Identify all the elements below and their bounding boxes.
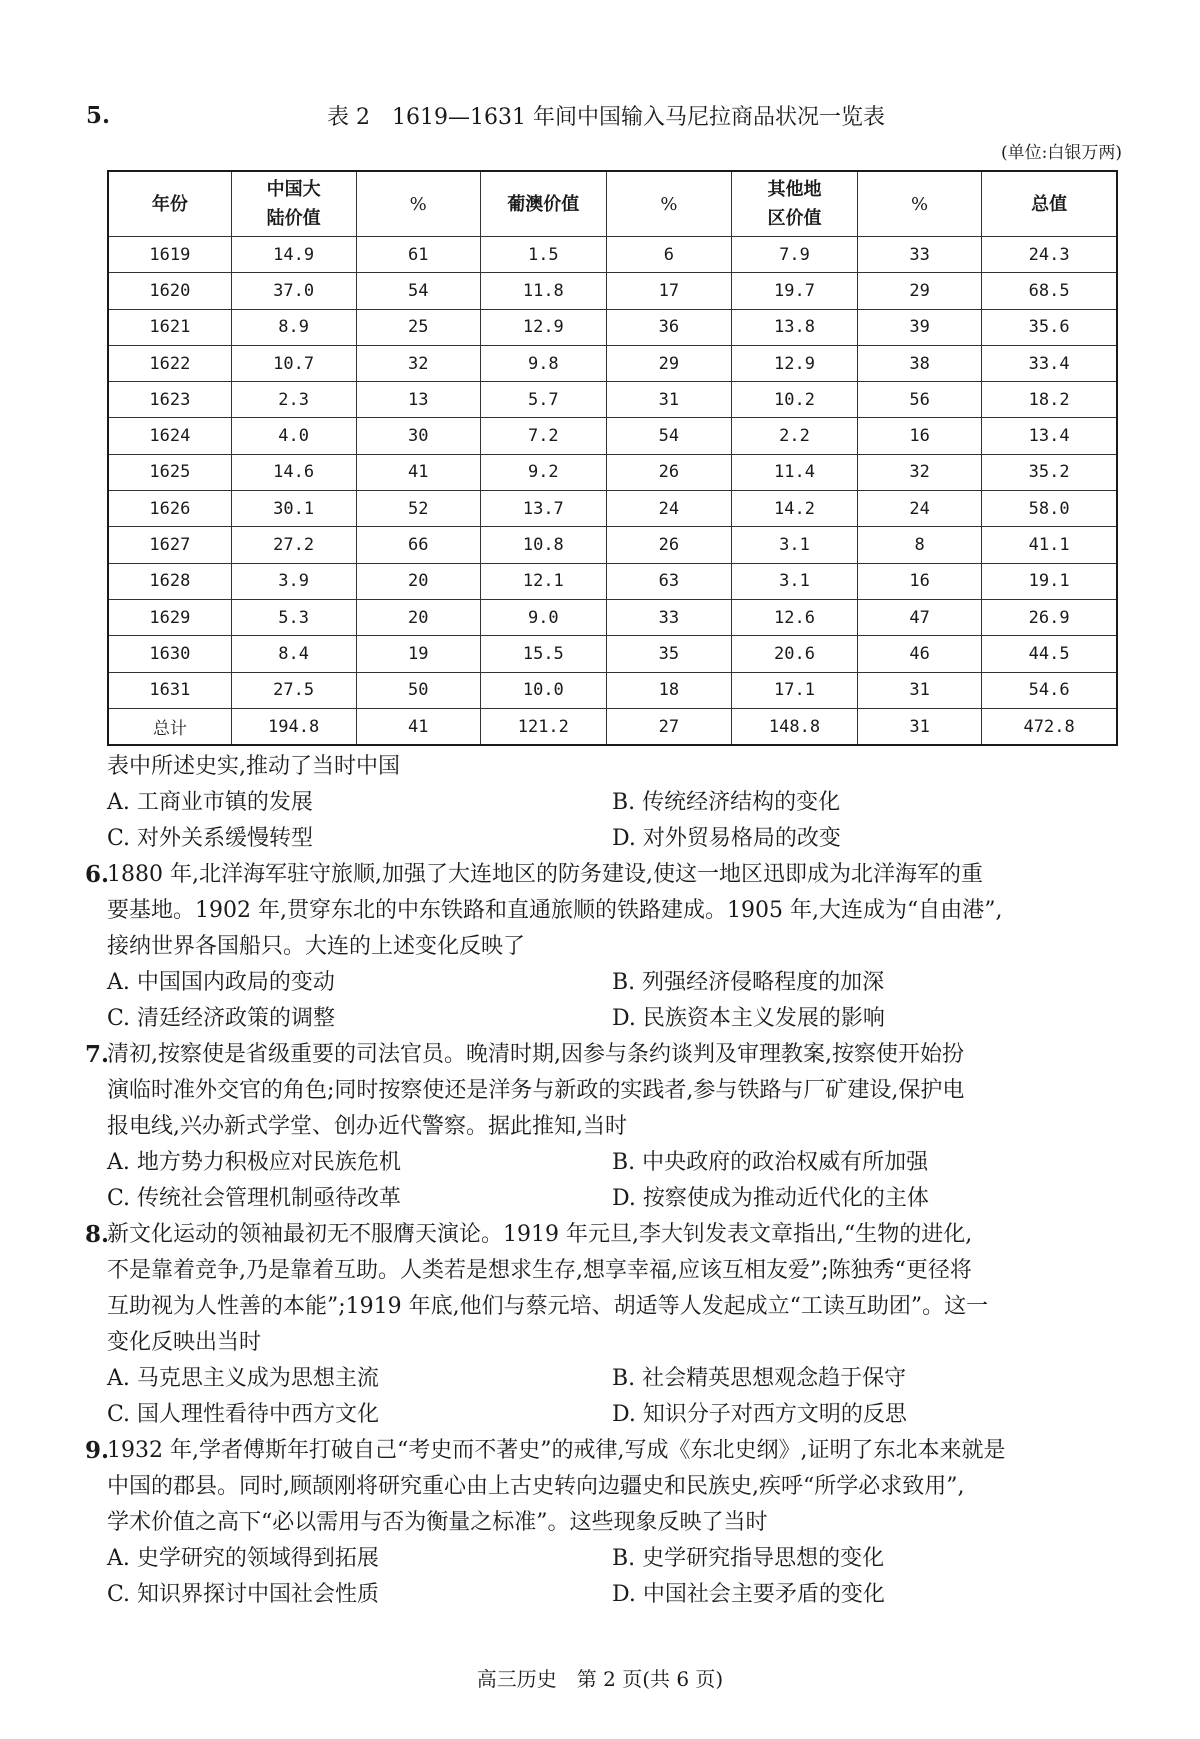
option-d[interactable]: D. 民族资本主义发展的影响 [612,1006,885,1031]
stem-line: 变化反映出当时 [107,1330,262,1355]
value-cell: 17.1 [732,672,858,708]
stem-line: 互助视为人性善的本能”;1919 年底,他们与蔡元培、胡适等人发起成立“工读互助团”。这一 [107,1294,989,1319]
value-cell: 13.7 [480,491,606,527]
stem-line: 清初,按察使是省级重要的司法官员。晚清时期,因参与条约谈判及审理教案,按察使开始扮 [107,1042,964,1067]
value-cell: 24 [857,491,981,527]
question-number: 6. [85,861,110,888]
value-cell: 3.1 [732,563,858,599]
value-cell: 10.8 [480,527,606,563]
value-cell: 41 [356,454,480,490]
value-cell: 63 [606,563,731,599]
value-cell: 13.8 [732,309,858,345]
table-row [108,237,1117,273]
table-total-row [108,708,1117,745]
value-cell: 61 [356,237,480,273]
value-cell: 33.4 [982,345,1117,381]
year-cell: 1623 [108,382,231,418]
table-row [108,599,1117,635]
value-cell: 2.2 [732,418,858,454]
value-cell: 8.9 [231,309,356,345]
value-cell: 24.3 [982,237,1117,273]
value-cell: 32 [857,454,981,490]
q9-stem [85,1433,1120,1541]
value-cell: 35.6 [982,309,1117,345]
header-other-value: 其他地 区价值 [732,171,858,237]
option-b[interactable]: B. 列强经济侵略程度的加深 [612,970,885,995]
stem-line: 学术价值之高下“必以需用与否为衡量之标准”。这些现象反映了当时 [107,1510,768,1535]
value-cell: 8 [857,527,981,563]
value-cell: 19.7 [732,273,858,309]
value-cell: 7.2 [480,418,606,454]
value-cell: 29 [606,345,731,381]
q8-stem [85,1217,1120,1361]
value-cell: 33 [606,599,731,635]
value-cell: 30 [356,418,480,454]
table-row [108,345,1117,381]
table-unit: (单位:白银万两) [1001,143,1122,163]
option-b[interactable]: B. 中央政府的政治权威有所加强 [612,1150,929,1175]
value-cell: 2.3 [231,382,356,418]
q6-stem [85,857,1120,965]
q5-header [86,100,1126,136]
header-pct-1: % [356,171,480,237]
value-cell: 11.4 [732,454,858,490]
value-cell: 17 [606,273,731,309]
value-cell: 52 [356,491,480,527]
value-cell: 10.7 [231,345,356,381]
value-cell: 26.9 [982,599,1117,635]
value-cell: 27.5 [231,672,356,708]
value-cell: 25 [356,309,480,345]
option-c[interactable]: C. 传统社会管理机制亟待改革 [107,1186,402,1211]
table-header-row [108,171,1117,237]
value-cell: 1.5 [480,237,606,273]
value-cell: 32 [356,345,480,381]
option-d[interactable]: D. 中国社会主要矛盾的变化 [612,1582,885,1607]
value-cell: 8.4 [231,636,356,672]
year-cell: 1622 [108,345,231,381]
value-cell: 29 [857,273,981,309]
year-cell: 1620 [108,273,231,309]
question-number: 8. [85,1221,110,1248]
trade-table [107,170,1118,746]
value-cell: 20.6 [732,636,858,672]
year-cell: 1625 [108,454,231,490]
q5-stem: 表中所述史实,推动了当时中国 [107,754,400,779]
value-cell: 14.6 [231,454,356,490]
value-cell: 4.0 [231,418,356,454]
table-row [108,382,1117,418]
header-pct-3: % [857,171,981,237]
year-cell: 总计 [108,708,231,745]
year-cell: 1629 [108,599,231,635]
value-cell: 19.1 [982,563,1117,599]
value-cell: 41.1 [982,527,1117,563]
value-cell: 6 [606,237,731,273]
option-a[interactable]: A. 中国国内政局的变动 [107,970,335,995]
value-cell: 44.5 [982,636,1117,672]
value-cell: 24 [606,491,731,527]
value-cell: 18 [606,672,731,708]
option-a[interactable]: A. 地方势力积极应对民族危机 [107,1150,401,1175]
value-cell: 16 [857,418,981,454]
value-cell: 194.8 [231,708,356,745]
value-cell: 46 [857,636,981,672]
value-cell: 472.8 [982,708,1117,745]
q7-stem [85,1037,1120,1145]
option-c[interactable]: C. 知识界探讨中国社会性质 [107,1582,380,1607]
year-cell: 1630 [108,636,231,672]
value-cell: 27.2 [231,527,356,563]
value-cell: 56 [857,382,981,418]
value-cell: 13.4 [982,418,1117,454]
value-cell: 10.2 [732,382,858,418]
header-mainland-value: 中国大 陆价值 [231,171,356,237]
value-cell: 38 [857,345,981,381]
header-pct-2: % [606,171,731,237]
stem-line: 1932 年,学者傅斯年打破自己“考史而不著史”的戒律,写成《东北史纲》,证明了东北本来就是 [107,1438,1006,1463]
value-cell: 9.2 [480,454,606,490]
table-row [108,491,1117,527]
value-cell: 37.0 [231,273,356,309]
value-cell: 27 [606,708,731,745]
header-total: 总值 [982,171,1117,237]
page-footer: 高三历史 第 2 页(共 6 页) [476,1667,724,1691]
question-number: 9. [85,1437,110,1464]
table-row [108,527,1117,563]
value-cell: 12.9 [732,345,858,381]
value-cell: 31 [606,382,731,418]
year-cell: 1626 [108,491,231,527]
option-c[interactable]: C. 国人理性看待中西方文化 [107,1402,380,1427]
value-cell: 12.9 [480,309,606,345]
value-cell: 58.0 [982,491,1117,527]
value-cell: 13 [356,382,480,418]
stem-line: 中国的郡县。同时,顾颉刚将研究重心由上古史转向边疆史和民族史,疾呼“所学必求致用”, [107,1474,965,1499]
year-cell: 1628 [108,563,231,599]
value-cell: 20 [356,563,480,599]
stem-line: 报电线,兴办新式学堂、创办近代警察。据此推知,当时 [107,1114,627,1139]
value-cell: 41 [356,708,480,745]
option-a[interactable]: A. 工商业市镇的发展 [107,790,313,815]
option-a[interactable]: A. 史学研究的领域得到拓展 [107,1546,379,1571]
table-row [108,636,1117,672]
table-row [108,273,1117,309]
value-cell: 9.0 [480,599,606,635]
year-cell: 1619 [108,237,231,273]
question-number: 5. [86,102,111,129]
value-cell: 11.8 [480,273,606,309]
q9-options [107,1541,1120,1613]
value-cell: 3.1 [732,527,858,563]
option-a[interactable]: A. 马克思主义成为思想主流 [107,1366,379,1391]
year-cell: 1631 [108,672,231,708]
stem-line: 要基地。1902 年,贯穿东北的中东铁路和直通旅顺的铁路建成。1905 年,大连成为“自由港”, [107,898,1003,923]
stem-line: 演临时准外交官的角色;同时按察使还是洋务与新政的实践者,参与铁路与厂矿建设,保护电 [107,1078,965,1103]
option-c[interactable]: C. 对外关系缓慢转型 [107,826,314,851]
value-cell: 12.1 [480,563,606,599]
header-macao-value: 葡澳价值 [480,171,606,237]
value-cell: 19 [356,636,480,672]
table-row [108,454,1117,490]
header-year: 年份 [108,171,231,237]
value-cell: 14.2 [732,491,858,527]
value-cell: 39 [857,309,981,345]
q7-options [107,1145,1120,1217]
value-cell: 121.2 [480,708,606,745]
value-cell: 15.5 [480,636,606,672]
option-b[interactable]: B. 史学研究指导思想的变化 [612,1546,885,1571]
table-row [108,309,1117,345]
question-number: 7. [85,1041,110,1068]
year-cell: 1621 [108,309,231,345]
stem-line: 1880 年,北洋海军驻守旅顺,加强了大连地区的防务建设,使这一地区迅即成为北洋海军的重 [107,862,983,887]
value-cell: 7.9 [732,237,858,273]
q5-options [107,785,1120,857]
value-cell: 3.9 [231,563,356,599]
table-body [108,237,1117,746]
value-cell: 54.6 [982,672,1117,708]
value-cell: 47 [857,599,981,635]
table-title: 表 2 1619—1631 年间中国输入马尼拉商品状况一览表 [327,105,885,130]
value-cell: 12.6 [732,599,858,635]
year-cell: 1627 [108,527,231,563]
option-d[interactable]: D. 知识分子对西方文明的反思 [612,1402,907,1427]
option-b[interactable]: B. 传统经济结构的变化 [612,790,841,815]
option-d[interactable]: D. 按察使成为推动近代化的主体 [612,1186,929,1211]
stem-line: 不是靠着竞争,乃是靠着互助。人类若是想求生存,想享幸福,应该互相友爱”;陈独秀“更径将 [107,1258,972,1283]
value-cell: 31 [857,672,981,708]
stem-line: 新文化运动的领袖最初无不服膺天演论。1919 年元旦,李大钊发表文章指出,“生物的进化, [107,1222,973,1247]
value-cell: 16 [857,563,981,599]
value-cell: 35.2 [982,454,1117,490]
table-row [108,418,1117,454]
value-cell: 54 [606,418,731,454]
option-b[interactable]: B. 社会精英思想观念趋于保守 [612,1366,907,1391]
value-cell: 36 [606,309,731,345]
option-c[interactable]: C. 清廷经济政策的调整 [107,1006,336,1031]
value-cell: 35 [606,636,731,672]
value-cell: 66 [356,527,480,563]
value-cell: 68.5 [982,273,1117,309]
value-cell: 30.1 [231,491,356,527]
value-cell: 10.0 [480,672,606,708]
value-cell: 5.3 [231,599,356,635]
value-cell: 33 [857,237,981,273]
value-cell: 5.7 [480,382,606,418]
value-cell: 14.9 [231,237,356,273]
q6-options [107,965,1120,1037]
table-row [108,563,1117,599]
value-cell: 50 [356,672,480,708]
option-d[interactable]: D. 对外贸易格局的改变 [612,826,841,851]
q8-options [107,1361,1120,1433]
value-cell: 20 [356,599,480,635]
value-cell: 26 [606,454,731,490]
table-row [108,672,1117,708]
value-cell: 148.8 [732,708,858,745]
value-cell: 9.8 [480,345,606,381]
value-cell: 26 [606,527,731,563]
value-cell: 54 [356,273,480,309]
value-cell: 18.2 [982,382,1117,418]
value-cell: 31 [857,708,981,745]
stem-line: 接纳世界各国船只。大连的上述变化反映了 [107,934,526,959]
year-cell: 1624 [108,418,231,454]
